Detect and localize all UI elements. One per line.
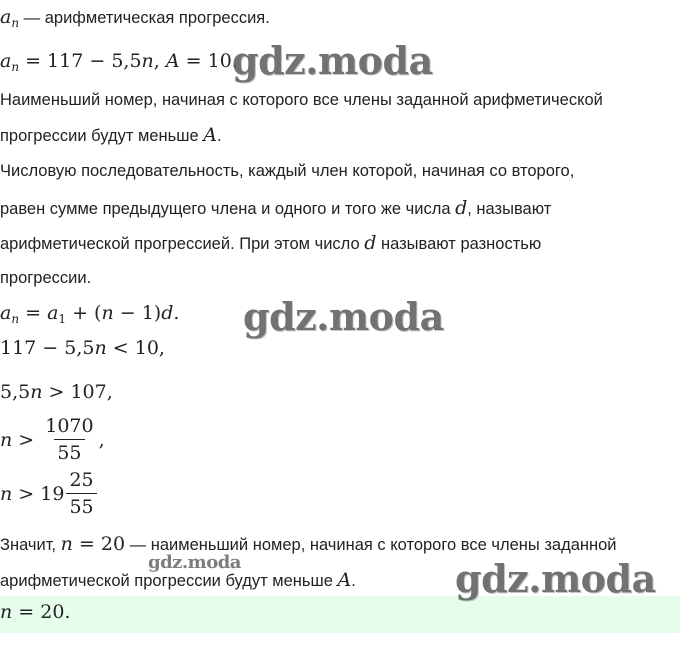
definition-line-2 bbox=[0, 197, 551, 219]
given-line bbox=[0, 50, 238, 74]
ineq-part: 5,5 bbox=[0, 381, 31, 403]
conclusion-line-1 bbox=[0, 533, 617, 555]
var-d: d bbox=[364, 232, 377, 254]
var-n: n bbox=[0, 482, 13, 505]
ineq-part: < 10, bbox=[106, 337, 165, 359]
general-formula bbox=[0, 302, 179, 326]
task-line-1: Наименьший номер, начиная с которого все члены заданной арифметической bbox=[0, 91, 603, 109]
numerator: 1070 bbox=[45, 415, 94, 437]
answer-value: = 20. bbox=[12, 601, 71, 623]
inequality-1 bbox=[0, 337, 165, 359]
formula-part: − 1) bbox=[113, 302, 162, 324]
definition-line-4: прогрессии. bbox=[0, 269, 92, 287]
given-value: = 10. bbox=[179, 50, 238, 72]
ineq-part: 117 − 5,5 bbox=[0, 337, 95, 359]
conclusion-text: арифметической прогрессии будут меньше bbox=[0, 572, 338, 590]
var-a: $a_n$ bbox=[0, 6, 20, 30]
var-A: A bbox=[337, 569, 352, 591]
intro-text: — арифметическая прогрессия. bbox=[19, 9, 270, 27]
inequality-4 bbox=[0, 469, 99, 518]
watermark: gdz.moda bbox=[148, 552, 241, 573]
ineq-part: > bbox=[12, 428, 41, 451]
ineq-part: , bbox=[98, 428, 105, 451]
var-n: n bbox=[101, 302, 114, 324]
formula-part: = bbox=[19, 302, 48, 324]
formula-part: + ( bbox=[66, 302, 102, 324]
definition-line-1: Числовую последовательность, каждый член которой, начиная со второго, bbox=[0, 162, 575, 180]
var-n: n bbox=[30, 381, 43, 403]
definition-text: называют разностью bbox=[376, 235, 542, 253]
intro-line bbox=[0, 6, 270, 30]
answer-line bbox=[0, 601, 70, 623]
var-n: n bbox=[0, 428, 13, 451]
answer-box bbox=[0, 596, 680, 633]
denominator: 55 bbox=[54, 439, 84, 464]
var-A: A bbox=[165, 50, 180, 72]
conclusion-eq: = 20 bbox=[72, 533, 126, 555]
formula-part: . bbox=[173, 302, 180, 324]
watermark: gdz.moda bbox=[243, 294, 444, 339]
fraction bbox=[66, 469, 96, 518]
definition-line-3 bbox=[0, 232, 541, 254]
given-sep: , bbox=[153, 50, 166, 72]
var-n: n bbox=[0, 601, 13, 623]
conclusion-text: Значит, bbox=[0, 536, 61, 554]
task-line-2 bbox=[0, 124, 222, 146]
task-period: . bbox=[216, 127, 222, 145]
ineq-part: > 107, bbox=[42, 381, 113, 403]
watermark: gdz.moda bbox=[232, 38, 433, 83]
definition-text: арифметической прогрессией. При этом число bbox=[0, 235, 365, 253]
conclusion-text: . bbox=[351, 572, 356, 590]
definition-text: , называют bbox=[467, 200, 552, 218]
var-n: n bbox=[60, 533, 73, 555]
var-n: n bbox=[141, 50, 154, 72]
watermark: gdz.moda bbox=[455, 556, 656, 601]
inequality-2 bbox=[0, 381, 113, 403]
var-a: $a_n$ bbox=[0, 302, 20, 326]
inequality-3 bbox=[0, 415, 105, 464]
var-d: d bbox=[455, 197, 468, 219]
var-a1: $a_1$ bbox=[47, 302, 67, 326]
task-text: прогрессии будут меньше bbox=[0, 127, 204, 145]
numerator: 25 bbox=[69, 469, 94, 491]
ineq-part: > 19 bbox=[12, 482, 65, 505]
fraction bbox=[42, 415, 96, 464]
var-n: n bbox=[94, 337, 107, 359]
var-d: d bbox=[161, 302, 174, 324]
conclusion-text: — наименьший номер, начиная с которого все члены заданной bbox=[125, 536, 617, 554]
definition-text: равен сумме предыдущего члена и одного и того же числа bbox=[0, 200, 456, 218]
given-eq: = 117 − 5,5 bbox=[19, 50, 142, 72]
var-a: $a_n$ bbox=[0, 50, 20, 74]
denominator: 55 bbox=[66, 493, 96, 518]
var-A: A bbox=[203, 124, 217, 146]
